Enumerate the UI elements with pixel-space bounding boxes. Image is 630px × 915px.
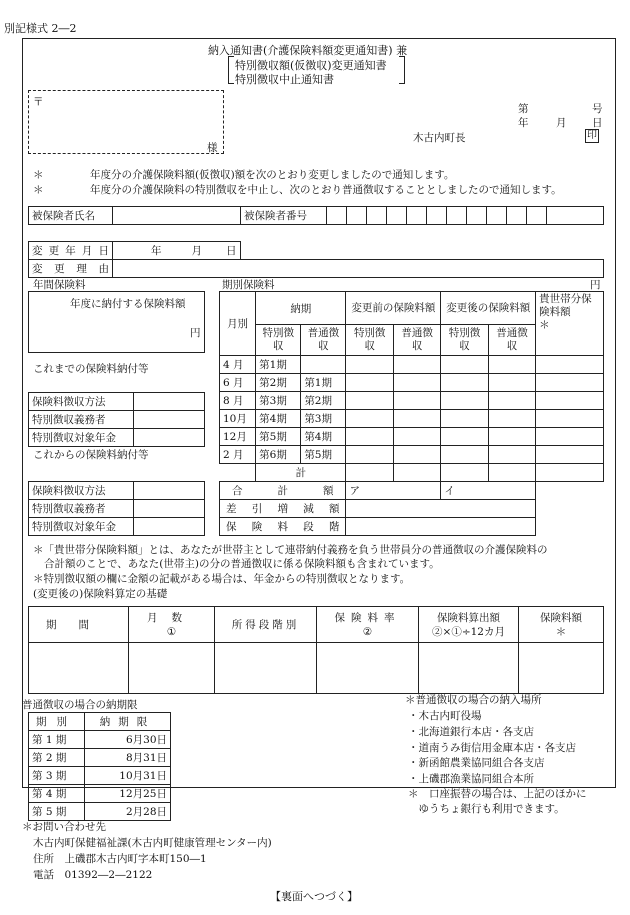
tier-value (346, 518, 536, 536)
contact-label: ＊お問い合わせ先 (22, 821, 106, 833)
grand-total-label: 合計額 (220, 482, 346, 500)
deadline-period-header: 期別 (29, 713, 85, 731)
method-value (134, 393, 205, 411)
basis-row (29, 643, 604, 694)
footnote-3: ＊特別徴収額の欄に金額の記載がある場合は、年金からの特別徴収となります。 (33, 573, 411, 585)
insured-number-digit (327, 207, 347, 225)
insured-number-digit (547, 207, 604, 225)
place-item: ・道南うみ街信用金庫本店・各支店 (408, 742, 576, 754)
change-table (28, 241, 604, 278)
deadline-period: 第 1 期 (29, 731, 85, 749)
issuer-name: 木古内町長 (413, 132, 466, 144)
basis-rate-header (317, 607, 419, 643)
basis-amount-label: 保険料額 (540, 611, 582, 624)
annual-premium-caption: 年度に納付する保険料額 (70, 298, 186, 310)
after-header: 変更後の保険料額 (441, 292, 536, 325)
row-month: 4 月 (220, 356, 256, 374)
change-date-label: 変更年月日 (29, 242, 113, 260)
pension-label: 特別徴収対象年金 (29, 429, 134, 447)
method-value-2 (134, 482, 205, 500)
insured-number-digit (347, 207, 367, 225)
row-special: 第4期 (256, 410, 301, 428)
insured-number-digit (407, 207, 427, 225)
basis-amount-mark: ＊ (555, 625, 567, 638)
insured-number-label: 被保険者番号 (241, 207, 327, 225)
installment-row (220, 428, 604, 446)
deadline-period: 第 3 期 (29, 767, 85, 785)
diff-label: 差引増減額 (220, 500, 346, 518)
change-reason-value (113, 260, 604, 278)
pension-label-2: 特別徴収対象年金 (29, 518, 134, 536)
change-date-value (113, 242, 241, 260)
row-month: 2 月 (220, 446, 256, 464)
footnote-2: 合計額のことで、あなた(世帯主)の分の普通徴収に係る保険料額も含まれています。 (44, 558, 440, 570)
household-header (536, 292, 604, 356)
doc-number-suffix: 号 (592, 103, 603, 115)
seal-icon: 印 (587, 130, 597, 141)
change-date-day: 日 (226, 245, 237, 257)
paid-so-far-label: これまでの保険料納付等 (33, 363, 149, 375)
notice-text-2: 年度分の介護保険料の特別徴収を中止し、次のとおり普通徴収することとしましたので通知します。 (90, 184, 562, 196)
insured-number-digit (447, 207, 467, 225)
installment-row (220, 446, 604, 464)
deadline-row (29, 767, 171, 785)
ordinary-header: 普通徴収 (301, 325, 346, 356)
row-special: 第1期 (256, 356, 301, 374)
deadline-date: 12月25日 (85, 785, 171, 803)
after-ordinary-header: 普通徴収 (488, 325, 535, 356)
deadline-row (29, 731, 171, 749)
installment-row (220, 410, 604, 428)
deadline-date: 8月31日 (85, 749, 171, 767)
title-sub1: 特別徴収額(仮徴収)変更通知書 (235, 59, 387, 72)
contact-phone: 電話 01392―2―2122 (33, 869, 153, 881)
basis-months-label: 月数 (147, 611, 196, 624)
basis-income-header: 所得段階別 (215, 607, 317, 643)
basis-months-no: ① (166, 625, 177, 638)
installment-row (220, 374, 604, 392)
obligor-label: 特別徴収義務者 (29, 411, 134, 429)
deadline-period: 第 4 期 (29, 785, 85, 803)
tier-label: 保険料段階 (220, 518, 346, 536)
change-date-year: 年 (151, 245, 162, 257)
title-bracket-left (228, 56, 234, 84)
deadline-date-header: 納期限 (85, 713, 171, 731)
date-day: 日 (592, 117, 603, 129)
date-year: 年 (518, 117, 529, 129)
installments-label: 期別保険料 (222, 279, 275, 291)
notice-mark-2: ＊ (33, 184, 44, 196)
row-ordinary (301, 356, 346, 374)
deadlines-table (28, 712, 171, 821)
place-note-cont: ゆうちょ銀行も利用できます。 (408, 803, 565, 815)
row-month: 10月 (220, 410, 256, 428)
insured-number-digit (507, 207, 527, 225)
obligor-label-2: 特別徴収義務者 (29, 500, 134, 518)
basis-rate-label: 保険料率 (334, 611, 401, 624)
deadlines-label: 普通徴収の場合の納期限 (22, 699, 138, 711)
change-date-month: 月 (191, 245, 202, 257)
insured-name-value (113, 207, 241, 225)
insured-number-digit (467, 207, 487, 225)
insured-number-digit (427, 207, 447, 225)
row-month: 6 月 (220, 374, 256, 392)
paid-future-label: これからの保険料納付等 (33, 449, 149, 461)
honorific: 様 (207, 142, 218, 154)
row-ordinary: 第1期 (301, 374, 346, 392)
basis-amount-header (519, 607, 604, 643)
subtotal-blank (220, 464, 256, 482)
insured-number-digit (527, 207, 547, 225)
special-header: 特別徴収 (256, 325, 301, 356)
subtotal-label: 計 (256, 464, 346, 482)
before-ordinary-header: 普通徴収 (393, 325, 440, 356)
basis-calc-label: 保険料算出額 (437, 611, 500, 624)
place-item: ・上磯郡漁業協同組合本所 (408, 773, 534, 785)
deadline-row (29, 749, 171, 767)
place-item: ・新函館農業協同組合各支店 (408, 757, 545, 769)
installment-row (220, 356, 604, 374)
basis-title: (変更後の)保険料算定の基礎 (33, 588, 168, 600)
form-number: 別記様式 2―2 (4, 22, 77, 35)
insured-number-digit (367, 207, 387, 225)
obligor-value-2 (134, 500, 205, 518)
contact-dept: 木古内町保健福祉課(木古内町健康管理センター内) (33, 837, 272, 849)
change-reason-label: 変更理由 (29, 260, 113, 278)
title-sub2: 特別徴収中止通知書 (235, 73, 334, 86)
place-note: ＊ 口座振替の場合は、上記のほかに (408, 788, 587, 800)
notice-mark-1: ＊ (33, 169, 44, 181)
after-special-header: 特別徴収 (441, 325, 488, 356)
installment-row (220, 392, 604, 410)
insured-number-digit (387, 207, 407, 225)
deadline-date: 6月30日 (85, 731, 171, 749)
insured-table (28, 206, 604, 225)
deadline-period: 第 2 期 (29, 749, 85, 767)
basis-calc-header (419, 607, 519, 643)
postal-mark: 〒 (33, 96, 44, 108)
method-label: 保険料徴収方法 (29, 393, 134, 411)
row-month: 8 月 (220, 392, 256, 410)
installments-yen: 円 (590, 279, 601, 291)
insured-number-digit (487, 207, 507, 225)
period-header: 納期 (256, 292, 346, 325)
pension-value-2 (134, 518, 205, 536)
row-month: 12月 (220, 428, 256, 446)
before-header: 変更前の保険料額 (346, 292, 441, 325)
places-label: ＊普通徴収の場合の納入場所 (405, 694, 542, 706)
diff-value (346, 500, 536, 518)
paid-future-table (28, 481, 205, 536)
change-date-blank (241, 242, 604, 260)
notice-text-1: 年度分の介護保険料額(仮徴収)額を次のとおり変更しましたので通知します。 (90, 169, 455, 181)
annual-premium-label: 年間保険料 (33, 279, 86, 291)
basis-table (28, 606, 604, 694)
row-special: 第6期 (256, 446, 301, 464)
obligor-value (134, 411, 205, 429)
continued-footer: 【裏面へつづく】 (270, 890, 358, 903)
grand-total-blank (536, 482, 604, 500)
row-ordinary: 第5期 (301, 446, 346, 464)
deadline-row (29, 803, 171, 821)
doc-number-label: 第 (518, 103, 529, 115)
deadline-row (29, 785, 171, 803)
basis-rate-no: ② (362, 625, 373, 638)
grand-total-before: ア (346, 482, 441, 500)
method-label-2: 保険料徴収方法 (29, 482, 134, 500)
row-special: 第2期 (256, 374, 301, 392)
installment-table (219, 291, 604, 536)
deadline-period: 第 5 期 (29, 803, 85, 821)
row-ordinary: 第3期 (301, 410, 346, 428)
basis-calc-formula: ②×①÷12カ月 (432, 625, 505, 638)
row-special: 第3期 (256, 392, 301, 410)
month-header: 月別 (220, 292, 256, 356)
basis-period-header: 期間 (29, 607, 129, 643)
contact-address: 住所 上磯郡木古内町字本町150―1 (33, 853, 207, 865)
place-item: ・北海道銀行本店・各支店 (408, 726, 534, 738)
household-header-mark: ＊ (539, 319, 550, 331)
date-month: 月 (556, 117, 567, 129)
household-header-label: 貴世帯分保険料額 (539, 293, 592, 318)
row-ordinary: 第2期 (301, 392, 346, 410)
place-item: ・木古内町役場 (408, 710, 482, 722)
grand-total-after: イ (441, 482, 536, 500)
paid-so-far-table (28, 392, 205, 447)
row-ordinary: 第4期 (301, 428, 346, 446)
address-box (28, 90, 224, 154)
insured-name-label: 被保険者氏名 (29, 207, 113, 225)
annual-premium-yen: 円 (190, 327, 201, 339)
deadline-date: 10月31日 (85, 767, 171, 785)
deadline-date: 2月28日 (85, 803, 171, 821)
footnote-1: ＊「貴世帯分保険料額」とは、あなたが世帯主として連帯納付義務を負う世帯員分の普通徴収の介護保険料の (33, 544, 548, 556)
basis-months-header (129, 607, 215, 643)
seal-mark (585, 129, 599, 143)
title-main: 納入通知書(介護保険料額変更通知書) 兼 (208, 44, 408, 57)
title-bracket-right (399, 56, 405, 84)
row-special: 第5期 (256, 428, 301, 446)
before-special-header: 特別徴収 (346, 325, 393, 356)
pension-value (134, 429, 205, 447)
